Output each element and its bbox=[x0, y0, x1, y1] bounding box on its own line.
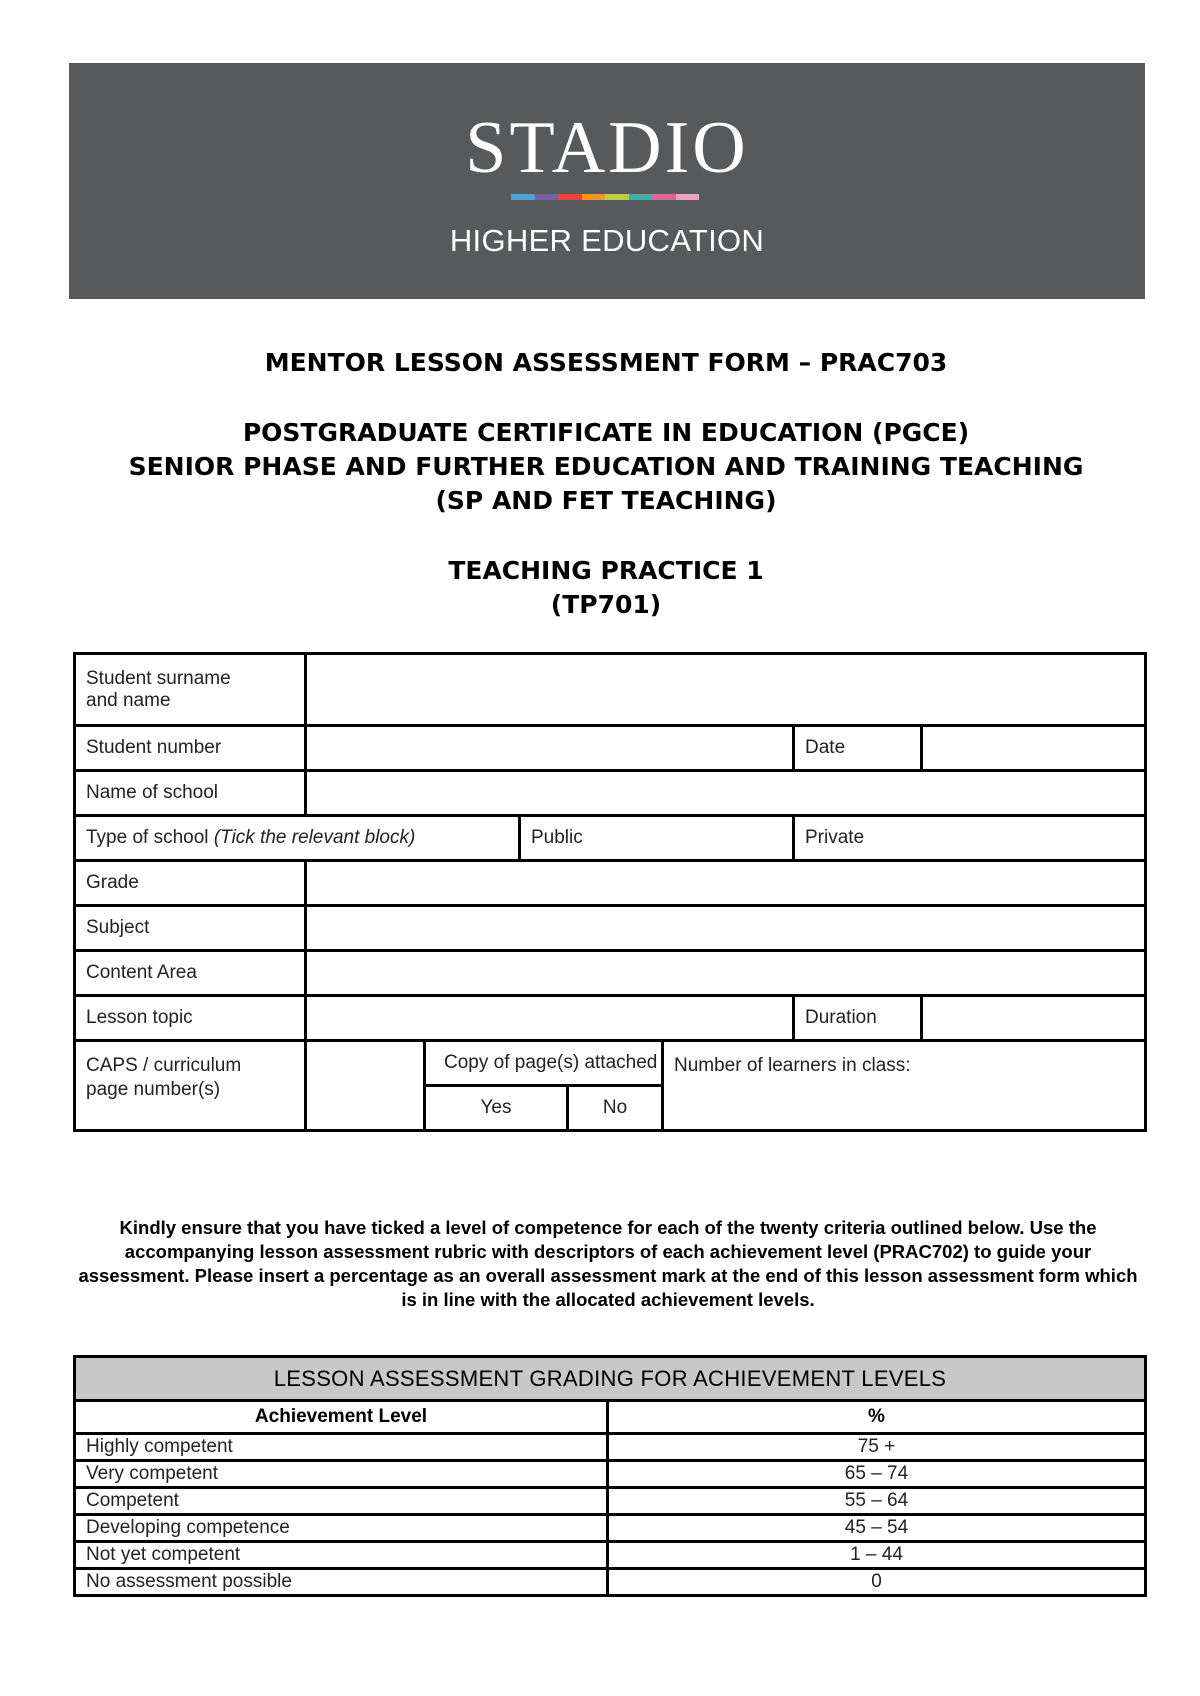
stripe-segment bbox=[652, 194, 676, 200]
table-row bbox=[75, 1569, 1146, 1596]
lesson-topic-label: Lesson topic bbox=[75, 996, 306, 1041]
caps-page-label: CAPS / curriculum page number(s) bbox=[75, 1041, 306, 1131]
stripe-segment bbox=[629, 194, 653, 200]
stripe-segment bbox=[605, 194, 629, 200]
header-banner bbox=[69, 63, 1145, 299]
table-row bbox=[75, 1434, 1146, 1461]
programme-title-line-1: POSTGRADUATE CERTIFICATE IN EDUCATION (PGCE) bbox=[242, 418, 970, 447]
school-type-hint: (Tick the relevant block) bbox=[213, 827, 416, 848]
practice-title-line-2: (TP701) bbox=[550, 590, 662, 619]
subject-label: Subject bbox=[75, 906, 306, 951]
stripe-segment bbox=[511, 194, 535, 200]
date-label: Date bbox=[794, 726, 922, 771]
private-option[interactable]: Private bbox=[794, 816, 1146, 861]
stripe-segment bbox=[558, 194, 582, 200]
learners-count-label: Number of learners in class: bbox=[674, 1055, 911, 1076]
percent-cell: 75 + bbox=[608, 1434, 1146, 1461]
student-number-label: Student number bbox=[75, 726, 306, 771]
achievement-level-cell: Developing competence bbox=[75, 1515, 608, 1542]
grade-field[interactable] bbox=[306, 861, 1146, 906]
grade-label: Grade bbox=[75, 861, 306, 906]
achievement-level-cell: Not yet competent bbox=[75, 1542, 608, 1569]
student-name-label: Student surname and name bbox=[75, 654, 306, 726]
school-name-label: Name of school bbox=[75, 771, 306, 816]
practice-title-line-1: TEACHING PRACTICE 1 bbox=[448, 556, 764, 585]
stripe-segment bbox=[582, 194, 606, 200]
duration-field[interactable] bbox=[922, 996, 1146, 1041]
content-area-field[interactable] bbox=[306, 951, 1146, 996]
achievement-level-cell: Competent bbox=[75, 1488, 608, 1515]
brand-logo: STADIO bbox=[465, 107, 749, 189]
document-titles bbox=[60, 346, 1152, 622]
brand-color-stripe bbox=[511, 194, 699, 200]
form-title: MENTOR LESSON ASSESSMENT FORM – PRAC703 bbox=[264, 348, 948, 377]
stripe-segment bbox=[676, 194, 700, 200]
brand-tagline: HIGHER EDUCATION bbox=[449, 223, 765, 258]
percent-cell: 65 – 74 bbox=[608, 1461, 1146, 1488]
copy-attached-no[interactable]: No bbox=[568, 1086, 663, 1131]
subject-field[interactable] bbox=[306, 906, 1146, 951]
content-area-label: Content Area bbox=[75, 951, 306, 996]
student-number-field[interactable] bbox=[306, 726, 794, 771]
percent-cell: 0 bbox=[608, 1569, 1146, 1596]
date-field[interactable] bbox=[922, 726, 1146, 771]
table-row bbox=[75, 1488, 1146, 1515]
school-type-label: Type of school (Tick the relevant block) bbox=[75, 816, 520, 861]
caps-page-field[interactable] bbox=[306, 1041, 425, 1131]
copy-attached-yes[interactable]: Yes bbox=[425, 1086, 568, 1131]
achievement-level-cell: Very competent bbox=[75, 1461, 608, 1488]
copy-attached-label: Copy of page(s) attached bbox=[425, 1041, 663, 1086]
table-row bbox=[75, 1542, 1146, 1569]
school-name-field[interactable] bbox=[306, 771, 1146, 816]
percent-cell: 45 – 54 bbox=[608, 1515, 1146, 1542]
learners-count-field[interactable] bbox=[663, 1041, 1146, 1131]
programme-title-line-2: SENIOR PHASE AND FURTHER EDUCATION AND TRAINING TEACHING bbox=[128, 452, 1084, 481]
percent-cell: 55 – 64 bbox=[608, 1488, 1146, 1515]
table-row bbox=[75, 1461, 1146, 1488]
percent-cell: 1 – 44 bbox=[608, 1542, 1146, 1569]
assessment-instruction: Kindly ensure that you have ticked a level of competence for each of the twenty criteria outlined below. Use the accompanying lesson assessment rubric with descriptors of each achievement level (PRAC702) to guide your assessment. Please insert a percentage as an overall assessment mark at the end of this lesson assessment form which is in line with the allocated achievement levels. bbox=[78, 1217, 1138, 1310]
table-row bbox=[75, 1515, 1146, 1542]
achievement-level-header: Achievement Level bbox=[75, 1401, 608, 1434]
duration-label: Duration bbox=[794, 996, 922, 1041]
programme-title-line-3: (SP AND FET TEACHING) bbox=[435, 486, 777, 515]
lesson-topic-field[interactable] bbox=[306, 996, 794, 1041]
stripe-segment bbox=[535, 194, 559, 200]
public-option[interactable]: Public bbox=[520, 816, 794, 861]
grading-table bbox=[73, 1355, 1147, 1597]
student-info-table bbox=[73, 652, 1147, 1132]
grading-table-title: LESSON ASSESSMENT GRADING FOR ACHIEVEMENT LEVELS bbox=[75, 1357, 1146, 1401]
student-name-field[interactable] bbox=[306, 654, 1146, 726]
achievement-level-cell: No assessment possible bbox=[75, 1569, 608, 1596]
achievement-level-cell: Highly competent bbox=[75, 1434, 608, 1461]
percent-header: % bbox=[608, 1401, 1146, 1434]
